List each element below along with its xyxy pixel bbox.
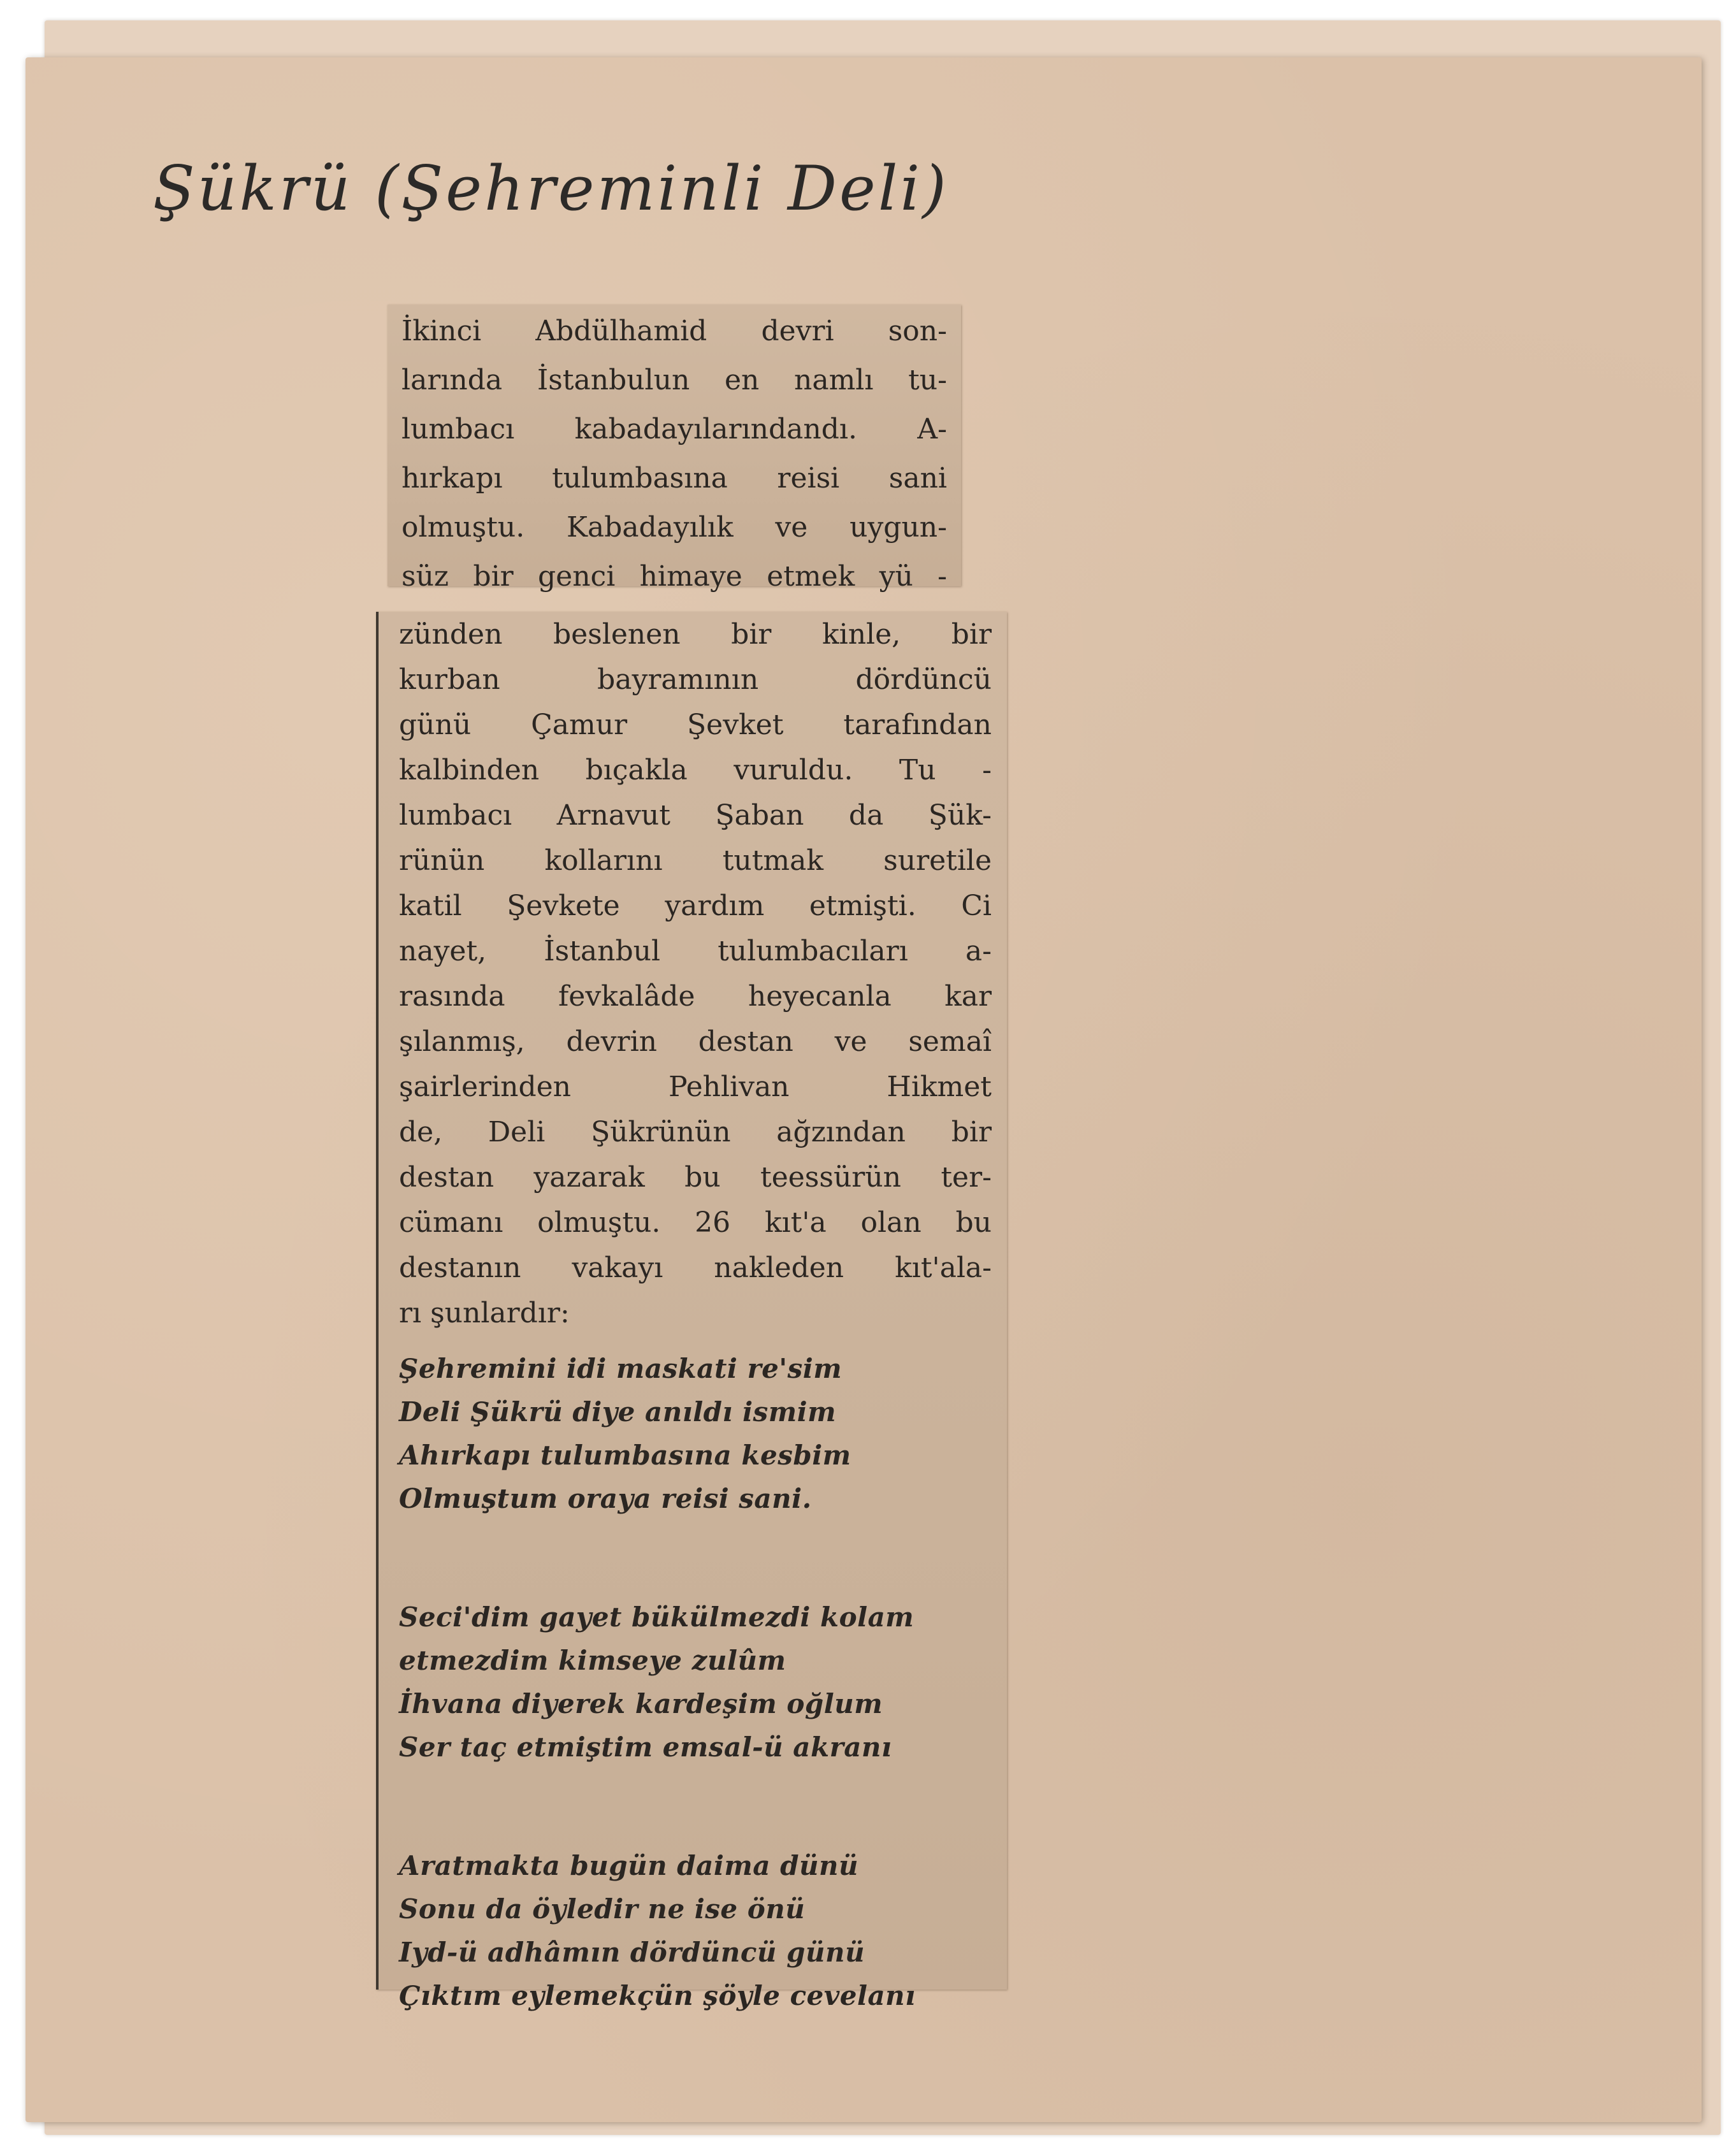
clipping-line: şairlerinden Pehlivan Hikmet xyxy=(399,1071,992,1103)
verse-line: Seci'dim gayet bükülmezdi kolam xyxy=(399,1601,915,1633)
clipping-line: lumbacı Arnavut Şaban da Şük- xyxy=(399,799,992,832)
verse-line: etmezdim kimseye zulûm xyxy=(399,1645,786,1676)
verse-line: İhvana diyerek kardeşim oğlum xyxy=(399,1688,883,1719)
newspaper-clipping-2 xyxy=(376,612,1007,2011)
clipping-line: hırkapı tulumbasına reisi sani xyxy=(401,462,947,495)
clipping-line: nayet, İstanbul tulumbacıları a- xyxy=(399,935,992,967)
clipping-line: destanın vakayı nakleden kıt'ala- xyxy=(399,1252,992,1284)
verse-line: Ahırkapı tulumbasına kesbim xyxy=(399,1440,851,1471)
verse-line: Ser taç etmiştim emsal-ü akranı xyxy=(399,1731,892,1763)
verse-line: Çıktım eylemekçün şöyle cevelanı xyxy=(399,1980,916,2011)
verse-line: Sonu da öyledir ne ise önü xyxy=(399,1893,806,1925)
clipping-line: destan yazarak bu teessürün ter- xyxy=(399,1161,992,1194)
stanza-separator xyxy=(399,1521,992,1596)
clipping-line: katil Şevkete yardım etmişti. Ci xyxy=(399,890,992,922)
verse-line: Olmuştum oraya reisi sani. xyxy=(399,1483,812,1514)
clipping-line: cümanı olmuştu. 26 kıt'a olan bu xyxy=(399,1206,992,1239)
clipping-line: rı şunlardır: xyxy=(399,1297,570,1329)
stanza-separator xyxy=(399,1769,992,1844)
clipping-line: rasında fevkalâde heyecanla kar xyxy=(399,980,992,1013)
verse-line: Iyd-ü adhâmın dördüncü günü xyxy=(399,1937,865,1968)
poem-stanza-2 xyxy=(399,1596,992,1769)
clipping-line: şılanmış, devrin destan ve semaî xyxy=(399,1025,992,1058)
clipping-line: de, Deli Şükrünün ağzından bir xyxy=(399,1116,992,1148)
poem-stanza-3 xyxy=(399,1844,992,2018)
archive-page xyxy=(25,57,1702,2122)
poem-stanza-1 xyxy=(399,1347,992,1521)
clipping-line: larında İstanbulun en namlı tu- xyxy=(401,364,947,396)
clipping-line: olmuştu. Kabadayılık ve uygun- xyxy=(401,511,947,544)
clipping-line: kalbinden bıçakla vuruldu. Tu - xyxy=(399,754,992,786)
show-through-handwriting xyxy=(1572,727,1619,756)
verse-line: Aratmakta bugün daima dünü xyxy=(399,1850,859,1881)
handwritten-title: Şükrü (Şehreminli Deli) xyxy=(153,153,949,224)
clipping-line: zünden beslenen bir kinle, bir xyxy=(399,618,992,651)
clipping-line: rünün kollarını tutmak suretile xyxy=(399,844,992,877)
verse-line: Şehremini idi maskati re'sim xyxy=(399,1353,843,1384)
clipping-line: süz bir genci himaye etmek yü - xyxy=(401,560,947,593)
clipping-line: kurban bayramının dördüncü xyxy=(399,663,992,696)
clipping-line: günü Çamur Şevket tarafından xyxy=(399,709,992,741)
newspaper-clipping-1 xyxy=(387,305,961,593)
clipping-line: İkinci Abdülhamid devri son- xyxy=(401,315,947,347)
clipping-line: lumbacı kabadayılarındandı. A- xyxy=(401,413,947,445)
verse-line: Deli Şükrü diye anıldı ismim xyxy=(399,1396,837,1428)
show-through-handwriting xyxy=(310,344,357,373)
